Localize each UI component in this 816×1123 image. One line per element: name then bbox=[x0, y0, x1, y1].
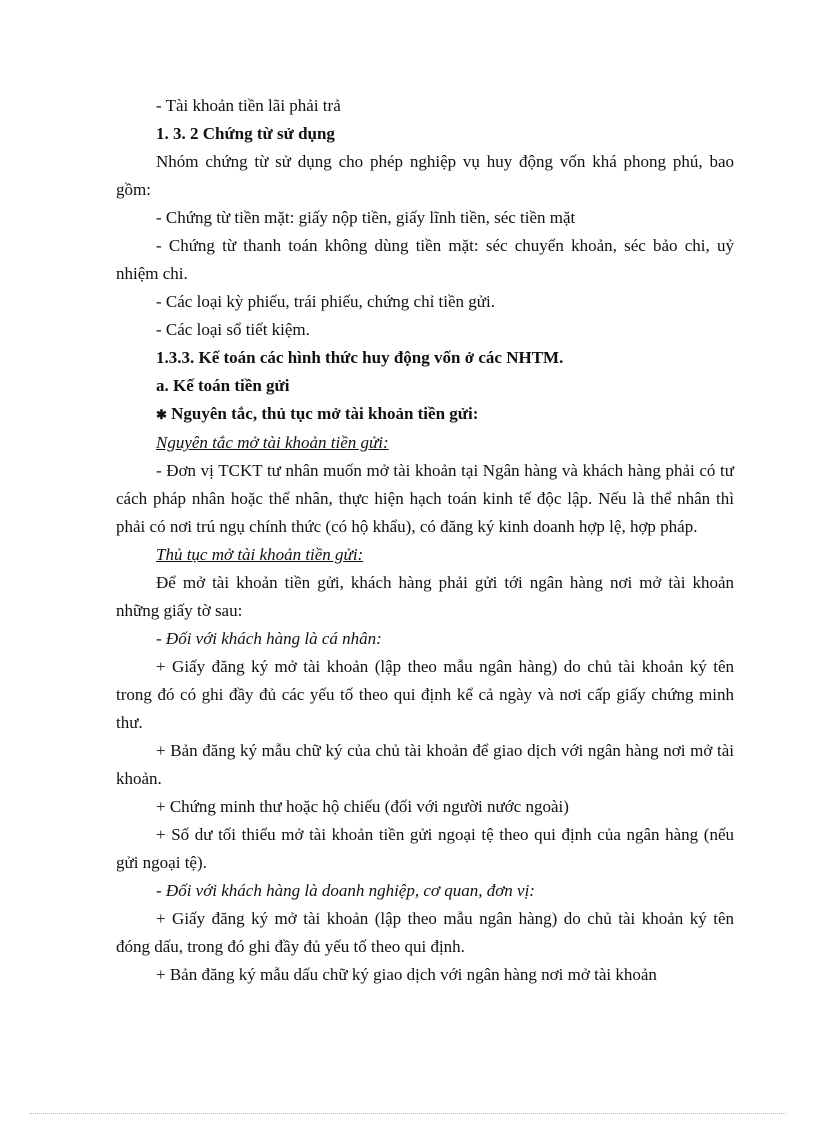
paragraph: Nhóm chứng từ sử dụng cho phép nghiệp vụ huy động vốn khá phong phú, bao gồm: bbox=[116, 152, 734, 199]
list-item: + Số dư tối thiểu mở tài khoản tiền gửi ngoại tệ theo qui định của ngân hàng (nếu gửi ngoại tệ). bbox=[116, 825, 734, 872]
subsection-heading: a. Kế toán tiền gửi bbox=[156, 376, 290, 395]
asterisk-bullet-icon: ✱ bbox=[156, 407, 167, 422]
list-item: - Tài khoản tiền lãi phải trả bbox=[156, 96, 341, 115]
underlined-heading: Thủ tục mở tài khoản tiền gửi: bbox=[156, 545, 364, 564]
page-bottom-divider bbox=[30, 1113, 786, 1114]
list-item: + Bản đăng ký mẫu chữ ký của chủ tài khoản để giao dịch với ngân hàng nơi mở tài khoản. bbox=[116, 741, 734, 788]
paragraph: - Đơn vị TCKT tư nhân muốn mở tài khoản tại Ngân hàng và khách hàng phải có tư cách pháp nhân hoặc thể nhân, thực hiện hạch toán kinh tế độc lập. Nếu là thể nhân thì phải có nơi trú ngụ chính thức (có hộ khẩu), có đăng ký kinh doanh hợp lệ, hợp pháp. bbox=[116, 461, 734, 536]
paragraph: Để mở tài khoản tiền gửi, khách hàng phải gửi tới ngân hàng nơi mở tài khoản những giấy tờ sau: bbox=[116, 573, 734, 620]
list-item: - Chứng từ thanh toán không dùng tiền mặt: séc chuyển khoản, séc bảo chi, uỷ nhiệm chi. bbox=[116, 236, 734, 283]
list-item: - Các loại kỳ phiếu, trái phiếu, chứng chỉ tiền gửi. bbox=[156, 292, 495, 311]
underlined-heading: Nguyên tắc mở tài khoản tiền gửi: bbox=[156, 433, 389, 452]
subsection-heading-principles bbox=[116, 400, 734, 429]
list-item: - Các loại sổ tiết kiệm. bbox=[156, 320, 310, 339]
section-heading: 1. 3. 2 Chứng từ sử dụng bbox=[156, 124, 335, 143]
list-item: + Giấy đăng ký mở tài khoản (lập theo mẫu ngân hàng) do chủ tài khoản ký tên đóng dấu, trong đó ghi đầy đủ yếu tố theo qui định. bbox=[116, 909, 734, 956]
italic-subheading: - Đối với khách hàng là cá nhân: bbox=[156, 629, 382, 648]
list-item: + Bản đăng ký mẫu dấu chữ ký giao dịch với ngân hàng nơi mở tài khoản bbox=[156, 965, 657, 984]
list-item: + Giấy đăng ký mở tài khoản (lập theo mẫu ngân hàng) do chủ tài khoản ký tên trong đó có ghi đầy đủ các yếu tố theo qui định kể cả ngày và nơi cấp giấy chứng minh thư. bbox=[116, 657, 734, 732]
document-page bbox=[116, 92, 734, 989]
italic-subheading: - Đối với khách hàng là doanh nghiệp, cơ quan, đơn vị: bbox=[156, 881, 535, 900]
section-heading: 1.3.3. Kế toán các hình thức huy động vốn ở các NHTM. bbox=[156, 348, 564, 367]
heading-text: Nguyên tắc, thủ tục mở tài khoản tiền gửi: bbox=[171, 404, 479, 423]
list-item: + Chứng minh thư hoặc hộ chiếu (đối với người nước ngoài) bbox=[156, 797, 569, 816]
list-item: - Chứng từ tiền mặt: giấy nộp tiền, giấy lĩnh tiền, séc tiền mặt bbox=[156, 208, 576, 227]
